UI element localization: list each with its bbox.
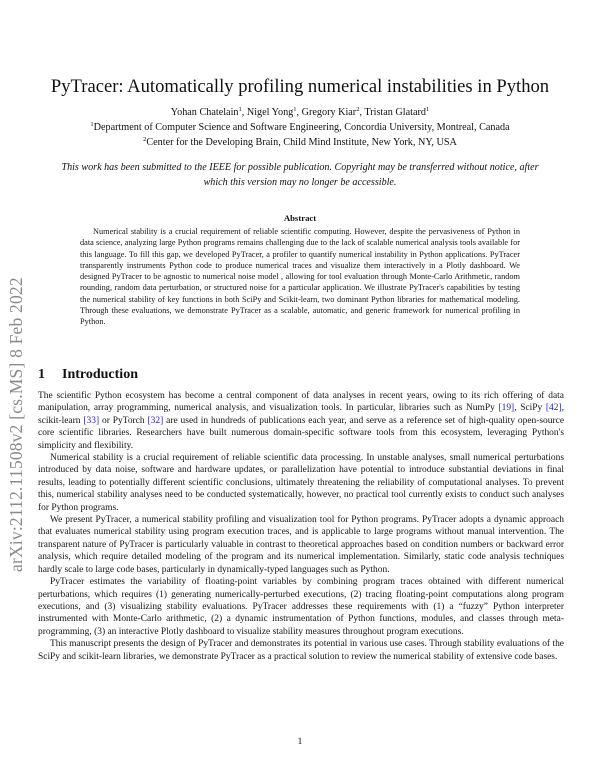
page-number: 1 bbox=[297, 736, 303, 747]
author-name: Yohan Chatelain bbox=[170, 107, 239, 118]
section-number: 1 bbox=[38, 367, 45, 382]
arxiv-identifier: arXiv:2112.11508v2 [cs.MS] 8 Feb 2022 bbox=[6, 277, 26, 572]
affiliation bbox=[36, 137, 564, 148]
citation-link[interactable]: [33] bbox=[83, 415, 100, 426]
author-list: Yohan Chatelain$^1$, Nigel Yong$^1$, Gregory Kiar$^2$, Tristan Glatard$^1$ bbox=[170, 106, 430, 118]
abstract-heading: Abstract bbox=[283, 213, 317, 223]
author-name: Tristan Glatard bbox=[364, 107, 426, 118]
abstract-text: Numerical stability is a crucial requirement of reliable scientific computing. However, despite the pervasiveness of Python in data science, analyzing large Python programs remains challenging due to the lack of scalable numerical analysis tools available for this language. To fill this gap, we developed PyTracer, a profiler to quantify numerical instability in Python applications. PyTracer transparently instruments Python code to produce numerical traces and visualize them interactively in a Plotly dashboard. We designed PyTracer to be agnostic to numerical noise model , allowing for tool evaluation through Monte-Carlo Arithmetic, random rounding, random data perturbation, or structured noise for a particular application. We illustrate PyTracer's capabilities by testing the numerical stability of key functions in both SciPy and Scikit-learn, two dominant Python libraries for mathematical modeling. Through these evaluations, we demonstrate PyTracer as a scalable, automatic, and generic framework for numerical profiling in Python. bbox=[80, 227, 520, 327]
citation-link[interactable]: [32] bbox=[147, 415, 164, 426]
paragraph: We present PyTracer, a numerical stability profiling and visualization tool for Python programs. PyTracer adopts a dynamic approach that evaluates numerical stability using program execution traces, and is applicable to large programs without manual intervention. The transparent nature of PyTracer is particularly valuable in contrast to theoretical approaches based on condition numbers or backward error analysis, which require detailed modeling of the program and its numerical implementation. Similarly, static code analysis techniques hardly scale to large code bases, particularly in dynamically-typed languages such as Python. bbox=[38, 515, 564, 575]
author-name: Gregory Kiar bbox=[301, 107, 357, 118]
author-affiliation-mark: 1 bbox=[238, 106, 242, 113]
affiliation-mark: 2 bbox=[143, 136, 147, 143]
affiliation-text: Center for the Developing Brain, Child Mind Institute, New York, NY, USA bbox=[146, 137, 457, 148]
section-title: Introduction bbox=[62, 367, 138, 382]
submission-notice: This work has been submitted to the IEEE for possible publication. Copyright may be transferred without notice, after which this version may no longer be accessible. bbox=[61, 162, 539, 188]
citation-link[interactable]: [19] bbox=[498, 403, 515, 414]
affiliation bbox=[36, 122, 564, 133]
paragraph: The scientific Python ecosystem has become a central component of data analyses in recent years, owing to its rich offering of data manipulation, array programming, numerical analysis, and visualization tools. In particular, libraries such as NumPy [19], SciPy [42], scikit-learn [33] or PyTorch [32] are used in hundreds of publications each year, and serve as a reference set of high-quality open-source core scientific libraries. Researchers have built numerous domain-specific software tools from this ecosystem, leveraging Python's simplicity and flexibility. bbox=[38, 391, 565, 451]
paragraph: This manuscript presents the design of PyTracer and demonstrates its potential in various use cases. Through stability evaluations of the SciPy and scikit-learn libraries, we demonstrate PyTracer as a practical solution to review the numerical stability of extensive code bases. bbox=[38, 639, 564, 662]
author-affiliation-mark: 1 bbox=[293, 106, 297, 113]
section-heading bbox=[38, 367, 138, 383]
affiliation-text: Department of Computer Science and Software Engineering, Concordia University, Montreal, Canada bbox=[93, 122, 510, 133]
affiliation-mark: 1 bbox=[90, 121, 94, 128]
paper-title: PyTracer: Automatically profiling numerical instabilities in Python bbox=[50, 76, 550, 97]
introduction-body bbox=[38, 390, 564, 663]
author-affiliation-mark: 2 bbox=[356, 106, 360, 113]
author-name: Nigel Yong bbox=[246, 107, 294, 118]
paragraph: PyTracer estimates the variability of floating-point variables by combining program traces obtained with different numerical perturbations, which requires (1) generating numerically-perturbed executions, (2) tracing floating-point computations along program executions, and (3) visualizing stability evaluations. PyTracer addresses these requirements with (1) a “fuzzy” Python interpreter instrumented with Monte-Carlo arithmetic, (2) a dynamic instrumentation of Python functions, modules, and classes through meta-programming, (3) an interactive Plotly dashboard to visualize stability measures throughout program executions. bbox=[38, 577, 564, 637]
author-affiliation-mark: 1 bbox=[425, 106, 430, 113]
paragraph: Numerical stability is a crucial requirement of reliable scientific data processing. In unstable analyses, small numerical perturbations introduced by data noise, software and hardware updates, or parallelization have potential to introduce substantial deviations in final results, leading to potentially different scientific conclusions, ultimately threatening the reliability of computational analyses. To prevent this, numerical stability analyses need to be conducted systematically, however, no practical tool currently exists to conduct such analyses for Python programs. bbox=[38, 453, 564, 513]
citation-link[interactable]: [42] bbox=[545, 403, 562, 414]
